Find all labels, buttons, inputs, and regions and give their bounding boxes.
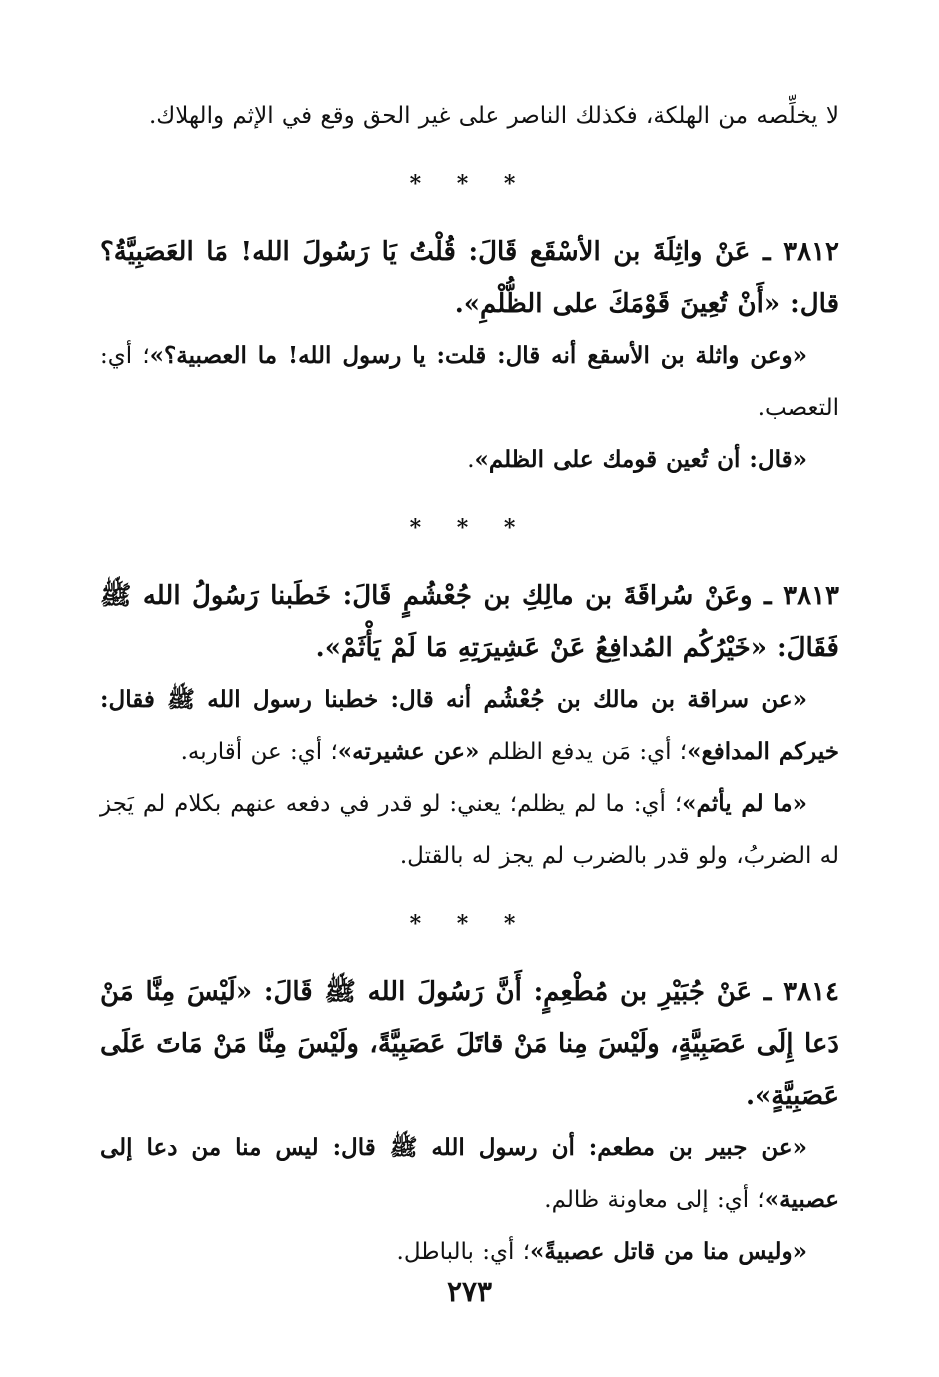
hadith-3812-text: ٣٨١٢ ـ عَنْ واثِلَةَ بن الأسْقَع قَالَ: قُلْتُ يَا رَسُولَ الله! مَا العَصَبِيَّةُ؟ قال: «أَنْ تُعِينَ قَوْمَكَ على الظُّلْمِ». xyxy=(100,237,839,319)
commentary-explanation: ؛ أي: إلى معاونة ظالم. xyxy=(544,1187,765,1213)
commentary-3814-2 xyxy=(100,1226,839,1278)
commentary-3812-2 xyxy=(100,434,839,486)
commentary-explanation: ؛ أي: عن أقاربه. xyxy=(180,739,338,765)
hadith-3813 xyxy=(100,570,839,674)
section-separator: * * * xyxy=(409,911,530,937)
commentary-explanation: ؛ أي: ما لم يظلم؛ يعني: لو قدر في دفعه عنهم بكلام لم يَجز له الضربُ، ولو قدر بالضرب لم يجز له بالقتل. xyxy=(100,791,839,869)
section-separator: * * * xyxy=(409,515,530,541)
commentary-quote: «ما لم يأثم» xyxy=(682,790,807,817)
hadith-3814-text: ٣٨١٤ ـ عَنْ جُبَيْرِ بن مُطْعِمٍ: أَنَّ رَسُولَ الله ﷺ قَالَ: «لَيْسَ مِنَّا مَنْ دَعا إِلَى عَصَبِيَّةٍ، ولَيْسَ مِنا مَنْ قاتَلَ عَصَبِيَّةً، ولَيْسَ مِنَّا مَنْ مَاتَ عَلَى عَصَبِيَّةٍ». xyxy=(100,977,839,1111)
commentary-3813-1 xyxy=(100,674,839,778)
commentary-quote: «عن عشيرته» xyxy=(337,738,480,765)
commentary-explanation: ؛ أي: بالباطل. xyxy=(396,1239,531,1265)
section-separator: * * * xyxy=(409,171,530,197)
hadith-3814 xyxy=(100,966,839,1122)
commentary-explanation: ؛ أي: مَن يدفع الظلم xyxy=(479,739,688,765)
commentary-quote: «عن جبير بن مطعم: أن رسول الله ﷺ قال: ليس منا من دعا إلى عصبية» xyxy=(100,1134,839,1213)
page-body xyxy=(100,90,839,1278)
commentary-quote: «عن سراقة بن مالك بن جُعْشُم أنه قال: خطبنا رسول الله ﷺ فقال: خيركم المدافع» xyxy=(100,686,839,765)
commentary-quote: «وليس منا من قاتل عصبيةً» xyxy=(530,1238,807,1265)
commentary-quote: «قال: أن تُعين قومك على الظلم» xyxy=(474,446,807,473)
commentary-explanation: . xyxy=(467,447,475,473)
commentary-3813-2 xyxy=(100,778,839,882)
commentary-quote: «وعن واثلة بن الأسقع أنه قال: قلت: يا رسول الله! ما العصبية؟» xyxy=(149,342,808,369)
commentary-3814-1 xyxy=(100,1122,839,1226)
hadith-3812 xyxy=(100,226,839,330)
intro-line: لا يخلِّصه من الهلكة، فكذلك الناصر على غير الحق وقع في الإثم والهلاك. xyxy=(148,103,839,129)
page-number: ٢٧٣ xyxy=(446,1275,493,1308)
commentary-3812-1 xyxy=(100,330,839,434)
commentary-explanation: ؛ أي: التعصب. xyxy=(100,343,839,421)
hadith-3813-text: ٣٨١٣ ـ وعَنْ سُراقَةَ بن مالِكِ بن جُعْشُمٍ قَالَ: خَطَبنا رَسُولُ الله ﷺ فَقَالَ: «خَيْرُكُم المُدافِعُ عَنْ عَشِيرَتِهِ مَا لَمْ يَأْثَمْ». xyxy=(100,581,839,663)
